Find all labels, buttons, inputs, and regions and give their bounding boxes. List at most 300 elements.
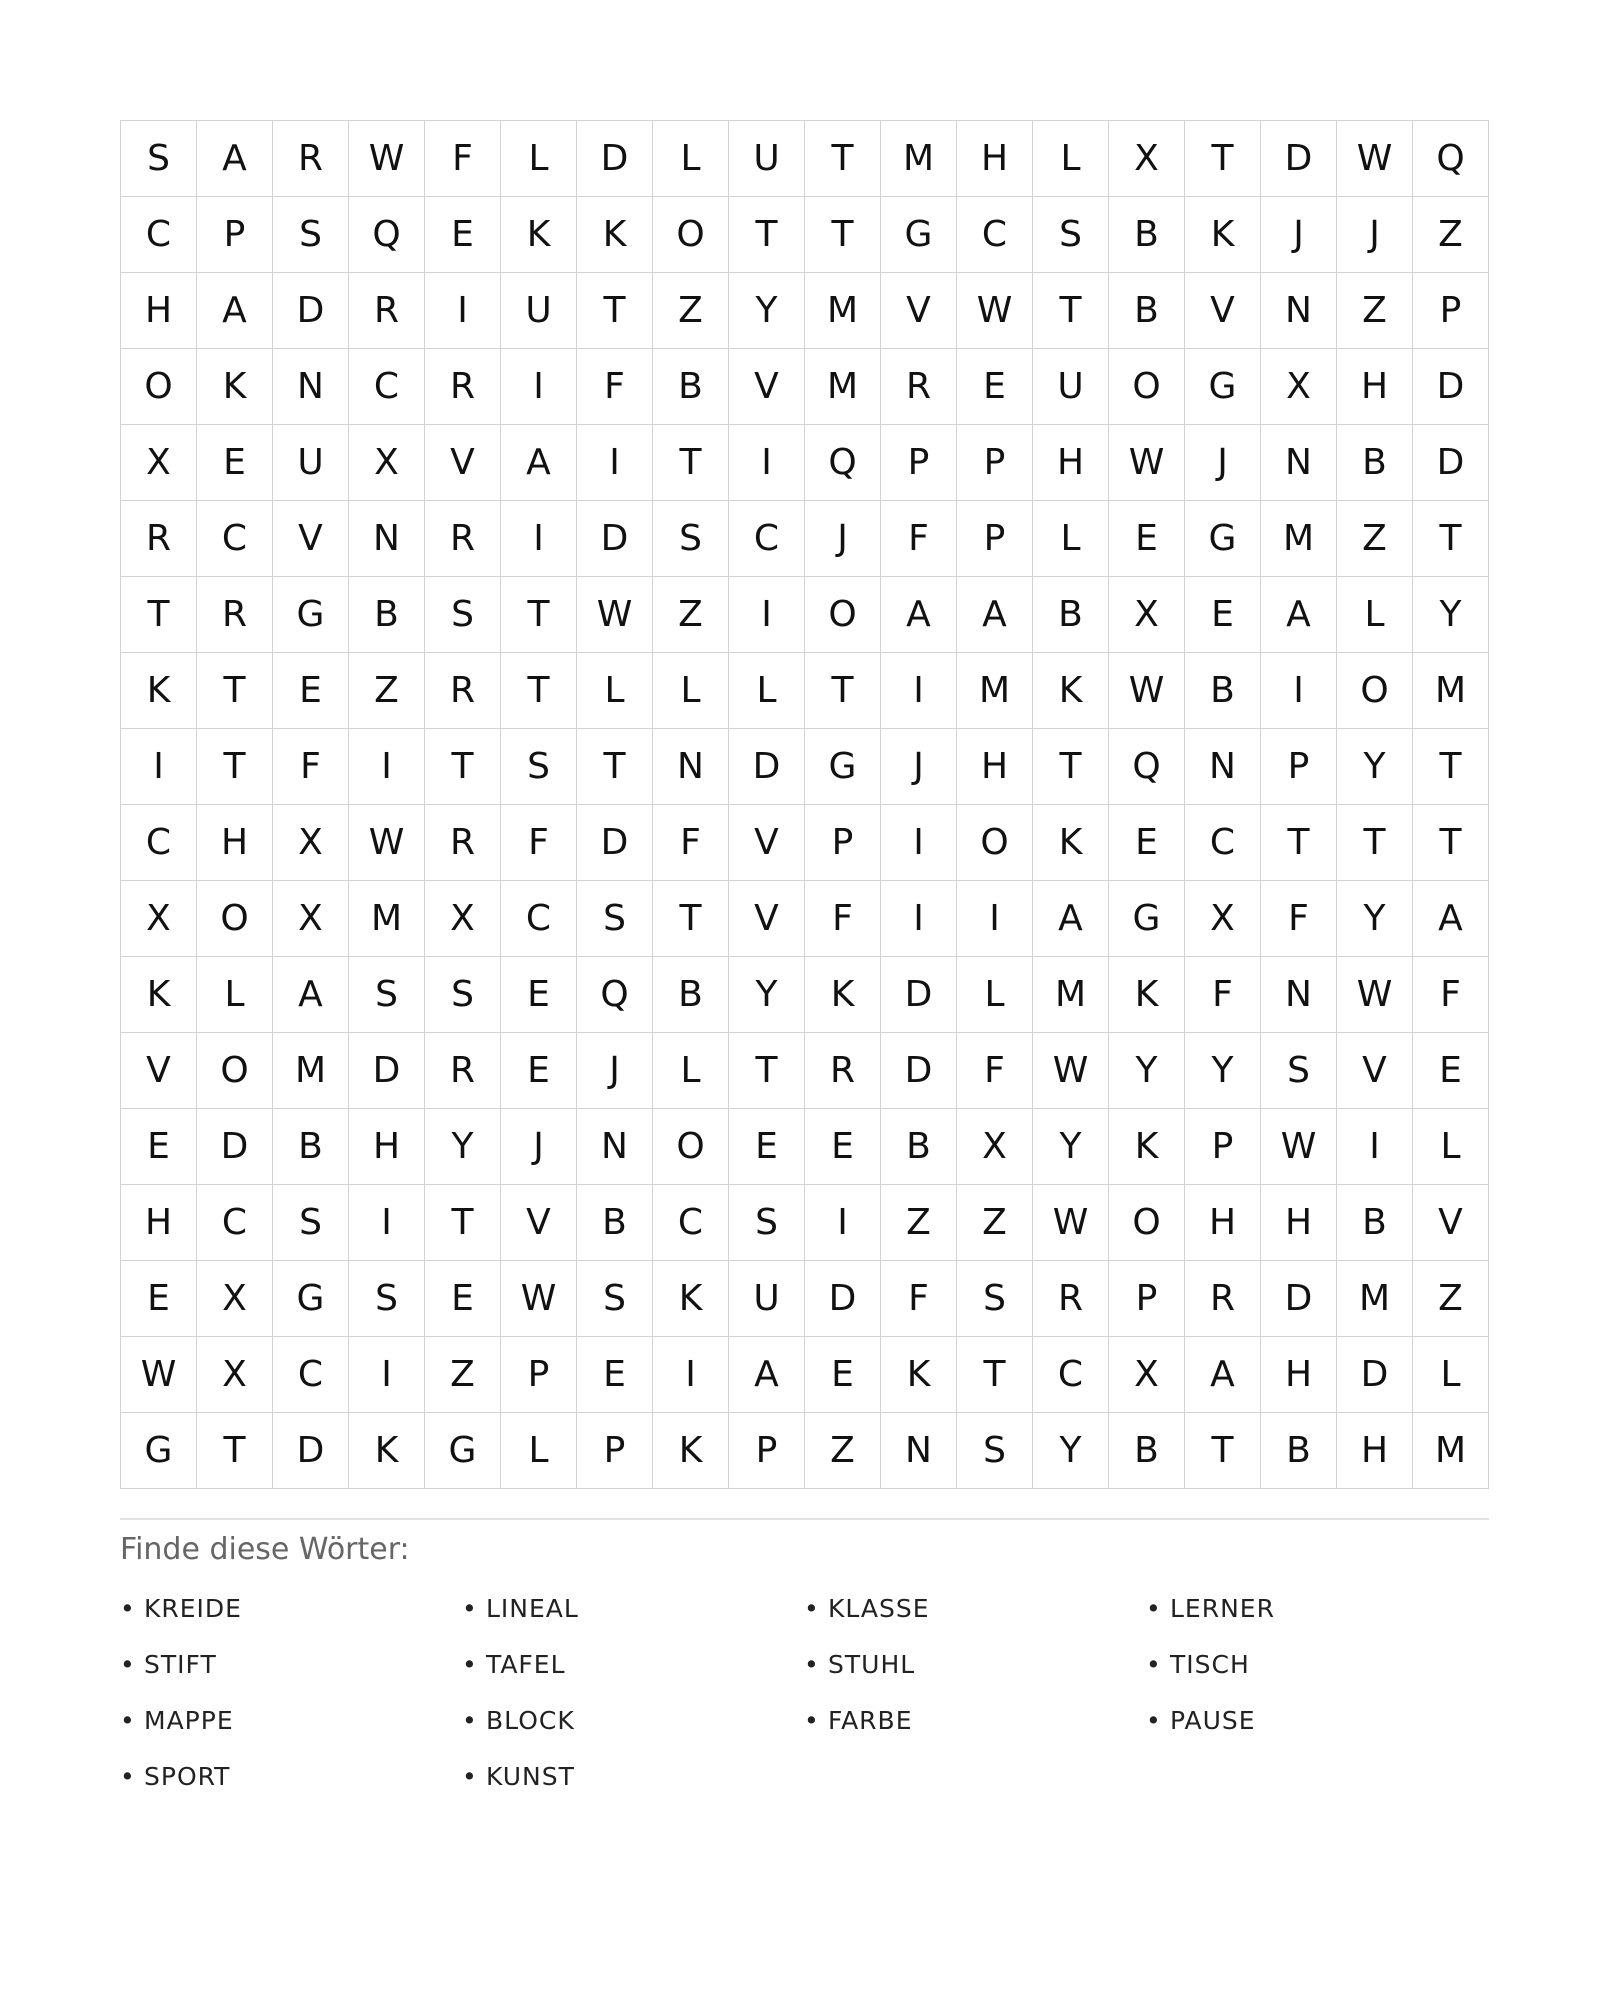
grid-cell[interactable]: M bbox=[1413, 653, 1489, 729]
grid-cell[interactable]: K bbox=[1185, 197, 1261, 273]
grid-cell[interactable]: B bbox=[1109, 1413, 1185, 1489]
grid-cell[interactable]: Z bbox=[805, 1413, 881, 1489]
grid-cell[interactable]: H bbox=[1261, 1337, 1337, 1413]
grid-cell[interactable]: E bbox=[805, 1109, 881, 1185]
grid-cell[interactable]: I bbox=[501, 349, 577, 425]
grid-cell[interactable]: I bbox=[577, 425, 653, 501]
grid-cell[interactable]: J bbox=[577, 1033, 653, 1109]
grid-cell[interactable]: Y bbox=[1109, 1033, 1185, 1109]
grid-cell[interactable]: W bbox=[1033, 1185, 1109, 1261]
grid-cell[interactable]: O bbox=[197, 881, 273, 957]
grid-cell[interactable]: G bbox=[881, 197, 957, 273]
grid-cell[interactable]: I bbox=[1261, 653, 1337, 729]
grid-cell[interactable]: R bbox=[1033, 1261, 1109, 1337]
grid-cell[interactable]: C bbox=[197, 1185, 273, 1261]
grid-cell[interactable]: J bbox=[1337, 197, 1413, 273]
grid-cell[interactable]: U bbox=[1033, 349, 1109, 425]
grid-cell[interactable]: C bbox=[349, 349, 425, 425]
grid-cell[interactable]: D bbox=[881, 957, 957, 1033]
grid-cell[interactable]: Z bbox=[1337, 501, 1413, 577]
grid-cell[interactable]: H bbox=[197, 805, 273, 881]
grid-cell[interactable]: I bbox=[425, 273, 501, 349]
grid-cell[interactable]: Y bbox=[1185, 1033, 1261, 1109]
grid-cell[interactable]: R bbox=[425, 501, 501, 577]
grid-cell[interactable]: P bbox=[577, 1413, 653, 1489]
grid-cell[interactable]: G bbox=[273, 1261, 349, 1337]
grid-cell[interactable]: E bbox=[273, 653, 349, 729]
grid-cell[interactable]: R bbox=[425, 805, 501, 881]
grid-cell[interactable]: X bbox=[197, 1261, 273, 1337]
grid-cell[interactable]: T bbox=[1033, 273, 1109, 349]
grid-cell[interactable]: Y bbox=[425, 1109, 501, 1185]
grid-cell[interactable]: Z bbox=[425, 1337, 501, 1413]
grid-cell[interactable]: W bbox=[1109, 653, 1185, 729]
grid-cell[interactable]: T bbox=[1261, 805, 1337, 881]
grid-cell[interactable]: E bbox=[729, 1109, 805, 1185]
grid-cell[interactable]: S bbox=[501, 729, 577, 805]
grid-cell[interactable]: M bbox=[805, 349, 881, 425]
grid-cell[interactable]: B bbox=[273, 1109, 349, 1185]
grid-cell[interactable]: T bbox=[1185, 1413, 1261, 1489]
grid-cell[interactable]: B bbox=[349, 577, 425, 653]
grid-cell[interactable]: X bbox=[121, 881, 197, 957]
grid-cell[interactable]: R bbox=[197, 577, 273, 653]
grid-cell[interactable]: G bbox=[273, 577, 349, 653]
grid-cell[interactable]: W bbox=[349, 805, 425, 881]
grid-cell[interactable]: R bbox=[805, 1033, 881, 1109]
grid-cell[interactable]: T bbox=[197, 653, 273, 729]
grid-cell[interactable]: X bbox=[1261, 349, 1337, 425]
grid-cell[interactable]: V bbox=[881, 273, 957, 349]
grid-cell[interactable]: T bbox=[1413, 805, 1489, 881]
grid-cell[interactable]: L bbox=[1413, 1337, 1489, 1413]
grid-cell[interactable]: T bbox=[197, 729, 273, 805]
grid-cell[interactable]: G bbox=[121, 1413, 197, 1489]
grid-cell[interactable]: T bbox=[501, 577, 577, 653]
grid-cell[interactable]: D bbox=[1261, 1261, 1337, 1337]
grid-cell[interactable]: E bbox=[501, 1033, 577, 1109]
grid-cell[interactable]: P bbox=[729, 1413, 805, 1489]
grid-cell[interactable]: T bbox=[425, 1185, 501, 1261]
grid-cell[interactable]: Z bbox=[1413, 1261, 1489, 1337]
grid-cell[interactable]: E bbox=[121, 1261, 197, 1337]
grid-cell[interactable]: A bbox=[273, 957, 349, 1033]
grid-cell[interactable]: T bbox=[1337, 805, 1413, 881]
grid-cell[interactable]: E bbox=[1109, 501, 1185, 577]
grid-cell[interactable]: X bbox=[1185, 881, 1261, 957]
grid-cell[interactable]: I bbox=[1337, 1109, 1413, 1185]
grid-cell[interactable]: L bbox=[1337, 577, 1413, 653]
grid-cell[interactable]: X bbox=[197, 1337, 273, 1413]
grid-cell[interactable]: U bbox=[501, 273, 577, 349]
grid-cell[interactable]: B bbox=[577, 1185, 653, 1261]
grid-cell[interactable]: D bbox=[805, 1261, 881, 1337]
grid-cell[interactable]: W bbox=[1109, 425, 1185, 501]
grid-cell[interactable]: I bbox=[881, 881, 957, 957]
grid-cell[interactable]: K bbox=[653, 1261, 729, 1337]
grid-cell[interactable]: Y bbox=[1337, 729, 1413, 805]
grid-cell[interactable]: Z bbox=[881, 1185, 957, 1261]
grid-cell[interactable]: T bbox=[729, 197, 805, 273]
grid-cell[interactable]: D bbox=[729, 729, 805, 805]
grid-cell[interactable]: X bbox=[425, 881, 501, 957]
grid-cell[interactable]: K bbox=[121, 653, 197, 729]
grid-cell[interactable]: A bbox=[729, 1337, 805, 1413]
grid-cell[interactable]: I bbox=[501, 501, 577, 577]
grid-cell[interactable]: M bbox=[1033, 957, 1109, 1033]
grid-cell[interactable]: D bbox=[1261, 121, 1337, 197]
grid-cell[interactable]: S bbox=[121, 121, 197, 197]
grid-cell[interactable]: Y bbox=[1337, 881, 1413, 957]
grid-cell[interactable]: C bbox=[653, 1185, 729, 1261]
grid-cell[interactable]: K bbox=[1109, 957, 1185, 1033]
grid-cell[interactable]: C bbox=[121, 197, 197, 273]
grid-cell[interactable]: V bbox=[273, 501, 349, 577]
grid-cell[interactable]: Z bbox=[653, 577, 729, 653]
grid-cell[interactable]: E bbox=[1109, 805, 1185, 881]
grid-cell[interactable]: X bbox=[121, 425, 197, 501]
grid-cell[interactable]: Y bbox=[1033, 1413, 1109, 1489]
grid-cell[interactable]: U bbox=[273, 425, 349, 501]
grid-cell[interactable]: Y bbox=[729, 957, 805, 1033]
grid-cell[interactable]: D bbox=[273, 273, 349, 349]
grid-cell[interactable]: K bbox=[881, 1337, 957, 1413]
grid-cell[interactable]: P bbox=[957, 501, 1033, 577]
grid-cell[interactable]: N bbox=[653, 729, 729, 805]
grid-cell[interactable]: D bbox=[577, 805, 653, 881]
grid-cell[interactable]: L bbox=[577, 653, 653, 729]
grid-cell[interactable]: B bbox=[1337, 425, 1413, 501]
grid-cell[interactable]: H bbox=[957, 121, 1033, 197]
grid-cell[interactable]: O bbox=[121, 349, 197, 425]
grid-cell[interactable]: E bbox=[957, 349, 1033, 425]
grid-cell[interactable]: Z bbox=[653, 273, 729, 349]
grid-cell[interactable]: P bbox=[881, 425, 957, 501]
grid-cell[interactable]: Z bbox=[1413, 197, 1489, 273]
grid-cell[interactable]: Q bbox=[1413, 121, 1489, 197]
grid-cell[interactable]: F bbox=[1413, 957, 1489, 1033]
grid-cell[interactable]: S bbox=[425, 577, 501, 653]
grid-cell[interactable]: O bbox=[653, 197, 729, 273]
grid-cell[interactable]: H bbox=[121, 1185, 197, 1261]
grid-cell[interactable]: R bbox=[273, 121, 349, 197]
grid-cell[interactable]: B bbox=[1337, 1185, 1413, 1261]
grid-cell[interactable]: D bbox=[881, 1033, 957, 1109]
grid-cell[interactable]: S bbox=[653, 501, 729, 577]
grid-cell[interactable]: S bbox=[1261, 1033, 1337, 1109]
grid-cell[interactable]: B bbox=[653, 349, 729, 425]
grid-cell[interactable]: V bbox=[425, 425, 501, 501]
grid-cell[interactable]: G bbox=[1185, 501, 1261, 577]
grid-cell[interactable]: K bbox=[349, 1413, 425, 1489]
grid-cell[interactable]: T bbox=[1033, 729, 1109, 805]
grid-cell[interactable]: P bbox=[957, 425, 1033, 501]
grid-cell[interactable]: M bbox=[805, 273, 881, 349]
grid-cell[interactable]: E bbox=[1185, 577, 1261, 653]
grid-cell[interactable]: U bbox=[729, 1261, 805, 1337]
grid-cell[interactable]: T bbox=[1185, 121, 1261, 197]
grid-cell[interactable]: A bbox=[197, 273, 273, 349]
grid-cell[interactable]: B bbox=[1033, 577, 1109, 653]
grid-cell[interactable]: U bbox=[729, 121, 805, 197]
grid-cell[interactable]: T bbox=[197, 1413, 273, 1489]
grid-cell[interactable]: V bbox=[1337, 1033, 1413, 1109]
grid-cell[interactable]: S bbox=[349, 957, 425, 1033]
grid-cell[interactable]: H bbox=[1185, 1185, 1261, 1261]
grid-cell[interactable]: T bbox=[653, 425, 729, 501]
grid-cell[interactable]: Q bbox=[349, 197, 425, 273]
grid-cell[interactable]: R bbox=[349, 273, 425, 349]
grid-cell[interactable]: V bbox=[729, 349, 805, 425]
grid-cell[interactable]: W bbox=[1337, 121, 1413, 197]
grid-cell[interactable]: S bbox=[957, 1261, 1033, 1337]
grid-cell[interactable]: E bbox=[197, 425, 273, 501]
grid-cell[interactable]: H bbox=[1337, 1413, 1413, 1489]
grid-cell[interactable]: I bbox=[729, 425, 805, 501]
grid-cell[interactable]: Y bbox=[1033, 1109, 1109, 1185]
grid-cell[interactable]: K bbox=[1109, 1109, 1185, 1185]
grid-cell[interactable]: Q bbox=[1109, 729, 1185, 805]
grid-cell[interactable]: M bbox=[1337, 1261, 1413, 1337]
grid-cell[interactable]: S bbox=[425, 957, 501, 1033]
grid-cell[interactable]: F bbox=[805, 881, 881, 957]
grid-cell[interactable]: P bbox=[197, 197, 273, 273]
grid-cell[interactable]: K bbox=[805, 957, 881, 1033]
grid-cell[interactable]: T bbox=[577, 729, 653, 805]
grid-cell[interactable]: P bbox=[1413, 273, 1489, 349]
grid-cell[interactable]: I bbox=[121, 729, 197, 805]
grid-cell[interactable]: X bbox=[273, 881, 349, 957]
grid-cell[interactable]: L bbox=[501, 1413, 577, 1489]
grid-cell[interactable]: P bbox=[1185, 1109, 1261, 1185]
grid-cell[interactable]: O bbox=[653, 1109, 729, 1185]
grid-cell[interactable]: M bbox=[1413, 1413, 1489, 1489]
grid-cell[interactable]: E bbox=[425, 1261, 501, 1337]
grid-cell[interactable]: A bbox=[881, 577, 957, 653]
grid-cell[interactable]: F bbox=[501, 805, 577, 881]
grid-cell[interactable]: L bbox=[197, 957, 273, 1033]
grid-cell[interactable]: T bbox=[501, 653, 577, 729]
grid-cell[interactable]: R bbox=[881, 349, 957, 425]
grid-cell[interactable]: B bbox=[1185, 653, 1261, 729]
grid-cell[interactable]: N bbox=[1185, 729, 1261, 805]
grid-cell[interactable]: F bbox=[881, 1261, 957, 1337]
grid-cell[interactable]: B bbox=[881, 1109, 957, 1185]
grid-cell[interactable]: L bbox=[1413, 1109, 1489, 1185]
grid-cell[interactable]: C bbox=[501, 881, 577, 957]
grid-cell[interactable]: O bbox=[1337, 653, 1413, 729]
grid-cell[interactable]: I bbox=[957, 881, 1033, 957]
grid-cell[interactable]: X bbox=[957, 1109, 1033, 1185]
grid-cell[interactable]: N bbox=[577, 1109, 653, 1185]
grid-cell[interactable]: M bbox=[349, 881, 425, 957]
grid-cell[interactable]: S bbox=[577, 1261, 653, 1337]
grid-cell[interactable]: V bbox=[1413, 1185, 1489, 1261]
grid-cell[interactable]: C bbox=[121, 805, 197, 881]
grid-cell[interactable]: J bbox=[1261, 197, 1337, 273]
grid-cell[interactable]: E bbox=[425, 197, 501, 273]
grid-cell[interactable]: T bbox=[805, 197, 881, 273]
grid-cell[interactable]: J bbox=[501, 1109, 577, 1185]
grid-cell[interactable]: F bbox=[881, 501, 957, 577]
grid-cell[interactable]: C bbox=[957, 197, 1033, 273]
grid-cell[interactable]: P bbox=[501, 1337, 577, 1413]
grid-cell[interactable]: D bbox=[1413, 425, 1489, 501]
grid-cell[interactable]: O bbox=[1109, 1185, 1185, 1261]
grid-cell[interactable]: F bbox=[1261, 881, 1337, 957]
grid-cell[interactable]: W bbox=[1033, 1033, 1109, 1109]
grid-cell[interactable]: L bbox=[653, 1033, 729, 1109]
grid-cell[interactable]: R bbox=[425, 653, 501, 729]
grid-cell[interactable]: T bbox=[729, 1033, 805, 1109]
grid-cell[interactable]: O bbox=[957, 805, 1033, 881]
grid-cell[interactable]: Z bbox=[957, 1185, 1033, 1261]
grid-cell[interactable]: B bbox=[1109, 273, 1185, 349]
grid-cell[interactable]: G bbox=[1185, 349, 1261, 425]
grid-cell[interactable]: X bbox=[273, 805, 349, 881]
grid-cell[interactable]: D bbox=[349, 1033, 425, 1109]
grid-cell[interactable]: F bbox=[425, 121, 501, 197]
grid-cell[interactable]: X bbox=[1109, 121, 1185, 197]
grid-cell[interactable]: H bbox=[1033, 425, 1109, 501]
grid-cell[interactable]: T bbox=[425, 729, 501, 805]
grid-cell[interactable]: S bbox=[273, 197, 349, 273]
grid-cell[interactable]: O bbox=[805, 577, 881, 653]
grid-cell[interactable]: H bbox=[1261, 1185, 1337, 1261]
grid-cell[interactable]: G bbox=[425, 1413, 501, 1489]
grid-cell[interactable]: R bbox=[1185, 1261, 1261, 1337]
grid-cell[interactable]: X bbox=[1109, 577, 1185, 653]
grid-cell[interactable]: W bbox=[349, 121, 425, 197]
grid-cell[interactable]: F bbox=[577, 349, 653, 425]
grid-cell[interactable]: Y bbox=[729, 273, 805, 349]
grid-cell[interactable]: I bbox=[349, 729, 425, 805]
grid-cell[interactable]: A bbox=[1413, 881, 1489, 957]
grid-cell[interactable]: L bbox=[1033, 121, 1109, 197]
grid-cell[interactable]: W bbox=[1337, 957, 1413, 1033]
grid-cell[interactable]: T bbox=[1413, 729, 1489, 805]
grid-cell[interactable]: N bbox=[1261, 957, 1337, 1033]
grid-cell[interactable]: B bbox=[1109, 197, 1185, 273]
grid-cell[interactable]: L bbox=[501, 121, 577, 197]
grid-cell[interactable]: G bbox=[1109, 881, 1185, 957]
grid-cell[interactable]: G bbox=[805, 729, 881, 805]
grid-cell[interactable]: O bbox=[1109, 349, 1185, 425]
grid-cell[interactable]: J bbox=[881, 729, 957, 805]
grid-cell[interactable]: H bbox=[957, 729, 1033, 805]
grid-cell[interactable]: A bbox=[1261, 577, 1337, 653]
grid-cell[interactable]: B bbox=[653, 957, 729, 1033]
grid-cell[interactable]: K bbox=[577, 197, 653, 273]
grid-cell[interactable]: W bbox=[577, 577, 653, 653]
grid-cell[interactable]: K bbox=[501, 197, 577, 273]
grid-cell[interactable]: P bbox=[1109, 1261, 1185, 1337]
grid-cell[interactable]: L bbox=[653, 653, 729, 729]
grid-cell[interactable]: R bbox=[425, 1033, 501, 1109]
grid-cell[interactable]: N bbox=[273, 349, 349, 425]
grid-cell[interactable]: I bbox=[881, 653, 957, 729]
grid-cell[interactable]: O bbox=[197, 1033, 273, 1109]
grid-cell[interactable]: F bbox=[957, 1033, 1033, 1109]
grid-cell[interactable]: Y bbox=[1413, 577, 1489, 653]
grid-cell[interactable]: A bbox=[957, 577, 1033, 653]
grid-cell[interactable]: S bbox=[273, 1185, 349, 1261]
grid-cell[interactable]: D bbox=[1413, 349, 1489, 425]
grid-cell[interactable]: I bbox=[653, 1337, 729, 1413]
grid-cell[interactable]: N bbox=[349, 501, 425, 577]
grid-cell[interactable]: Q bbox=[805, 425, 881, 501]
grid-cell[interactable]: E bbox=[577, 1337, 653, 1413]
grid-cell[interactable]: D bbox=[577, 501, 653, 577]
grid-cell[interactable]: X bbox=[349, 425, 425, 501]
grid-cell[interactable]: E bbox=[805, 1337, 881, 1413]
grid-cell[interactable]: F bbox=[1185, 957, 1261, 1033]
grid-cell[interactable]: I bbox=[805, 1185, 881, 1261]
grid-cell[interactable]: A bbox=[501, 425, 577, 501]
grid-cell[interactable]: K bbox=[1033, 653, 1109, 729]
grid-cell[interactable]: B bbox=[1261, 1413, 1337, 1489]
grid-cell[interactable]: N bbox=[881, 1413, 957, 1489]
grid-cell[interactable]: L bbox=[653, 121, 729, 197]
grid-cell[interactable]: W bbox=[501, 1261, 577, 1337]
grid-cell[interactable]: N bbox=[1261, 273, 1337, 349]
grid-cell[interactable]: N bbox=[1261, 425, 1337, 501]
grid-cell[interactable]: S bbox=[349, 1261, 425, 1337]
grid-cell[interactable]: T bbox=[653, 881, 729, 957]
grid-cell[interactable]: D bbox=[273, 1413, 349, 1489]
grid-cell[interactable]: T bbox=[805, 121, 881, 197]
grid-cell[interactable]: C bbox=[273, 1337, 349, 1413]
grid-cell[interactable]: S bbox=[1033, 197, 1109, 273]
grid-cell[interactable]: I bbox=[349, 1185, 425, 1261]
grid-cell[interactable]: H bbox=[349, 1109, 425, 1185]
grid-cell[interactable]: R bbox=[121, 501, 197, 577]
grid-cell[interactable]: K bbox=[653, 1413, 729, 1489]
grid-cell[interactable]: W bbox=[957, 273, 1033, 349]
grid-cell[interactable]: I bbox=[349, 1337, 425, 1413]
grid-cell[interactable]: K bbox=[1033, 805, 1109, 881]
grid-cell[interactable]: A bbox=[197, 121, 273, 197]
grid-cell[interactable]: J bbox=[1185, 425, 1261, 501]
grid-cell[interactable]: P bbox=[805, 805, 881, 881]
grid-cell[interactable]: L bbox=[729, 653, 805, 729]
grid-cell[interactable]: J bbox=[805, 501, 881, 577]
grid-cell[interactable]: F bbox=[653, 805, 729, 881]
grid-cell[interactable]: W bbox=[1261, 1109, 1337, 1185]
grid-cell[interactable]: I bbox=[881, 805, 957, 881]
grid-cell[interactable]: C bbox=[1033, 1337, 1109, 1413]
grid-cell[interactable]: D bbox=[1337, 1337, 1413, 1413]
grid-cell[interactable]: S bbox=[957, 1413, 1033, 1489]
grid-cell[interactable]: T bbox=[577, 273, 653, 349]
grid-cell[interactable]: S bbox=[729, 1185, 805, 1261]
grid-cell[interactable]: P bbox=[1261, 729, 1337, 805]
grid-cell[interactable]: V bbox=[501, 1185, 577, 1261]
grid-cell[interactable]: M bbox=[273, 1033, 349, 1109]
grid-cell[interactable]: A bbox=[1185, 1337, 1261, 1413]
grid-cell[interactable]: C bbox=[197, 501, 273, 577]
grid-cell[interactable]: Z bbox=[1337, 273, 1413, 349]
grid-cell[interactable]: V bbox=[1185, 273, 1261, 349]
grid-cell[interactable]: L bbox=[957, 957, 1033, 1033]
grid-cell[interactable]: M bbox=[1261, 501, 1337, 577]
grid-cell[interactable]: T bbox=[957, 1337, 1033, 1413]
grid-cell[interactable]: C bbox=[1185, 805, 1261, 881]
grid-cell[interactable]: D bbox=[577, 121, 653, 197]
grid-cell[interactable]: V bbox=[729, 881, 805, 957]
grid-cell[interactable]: W bbox=[121, 1337, 197, 1413]
grid-cell[interactable]: D bbox=[197, 1109, 273, 1185]
